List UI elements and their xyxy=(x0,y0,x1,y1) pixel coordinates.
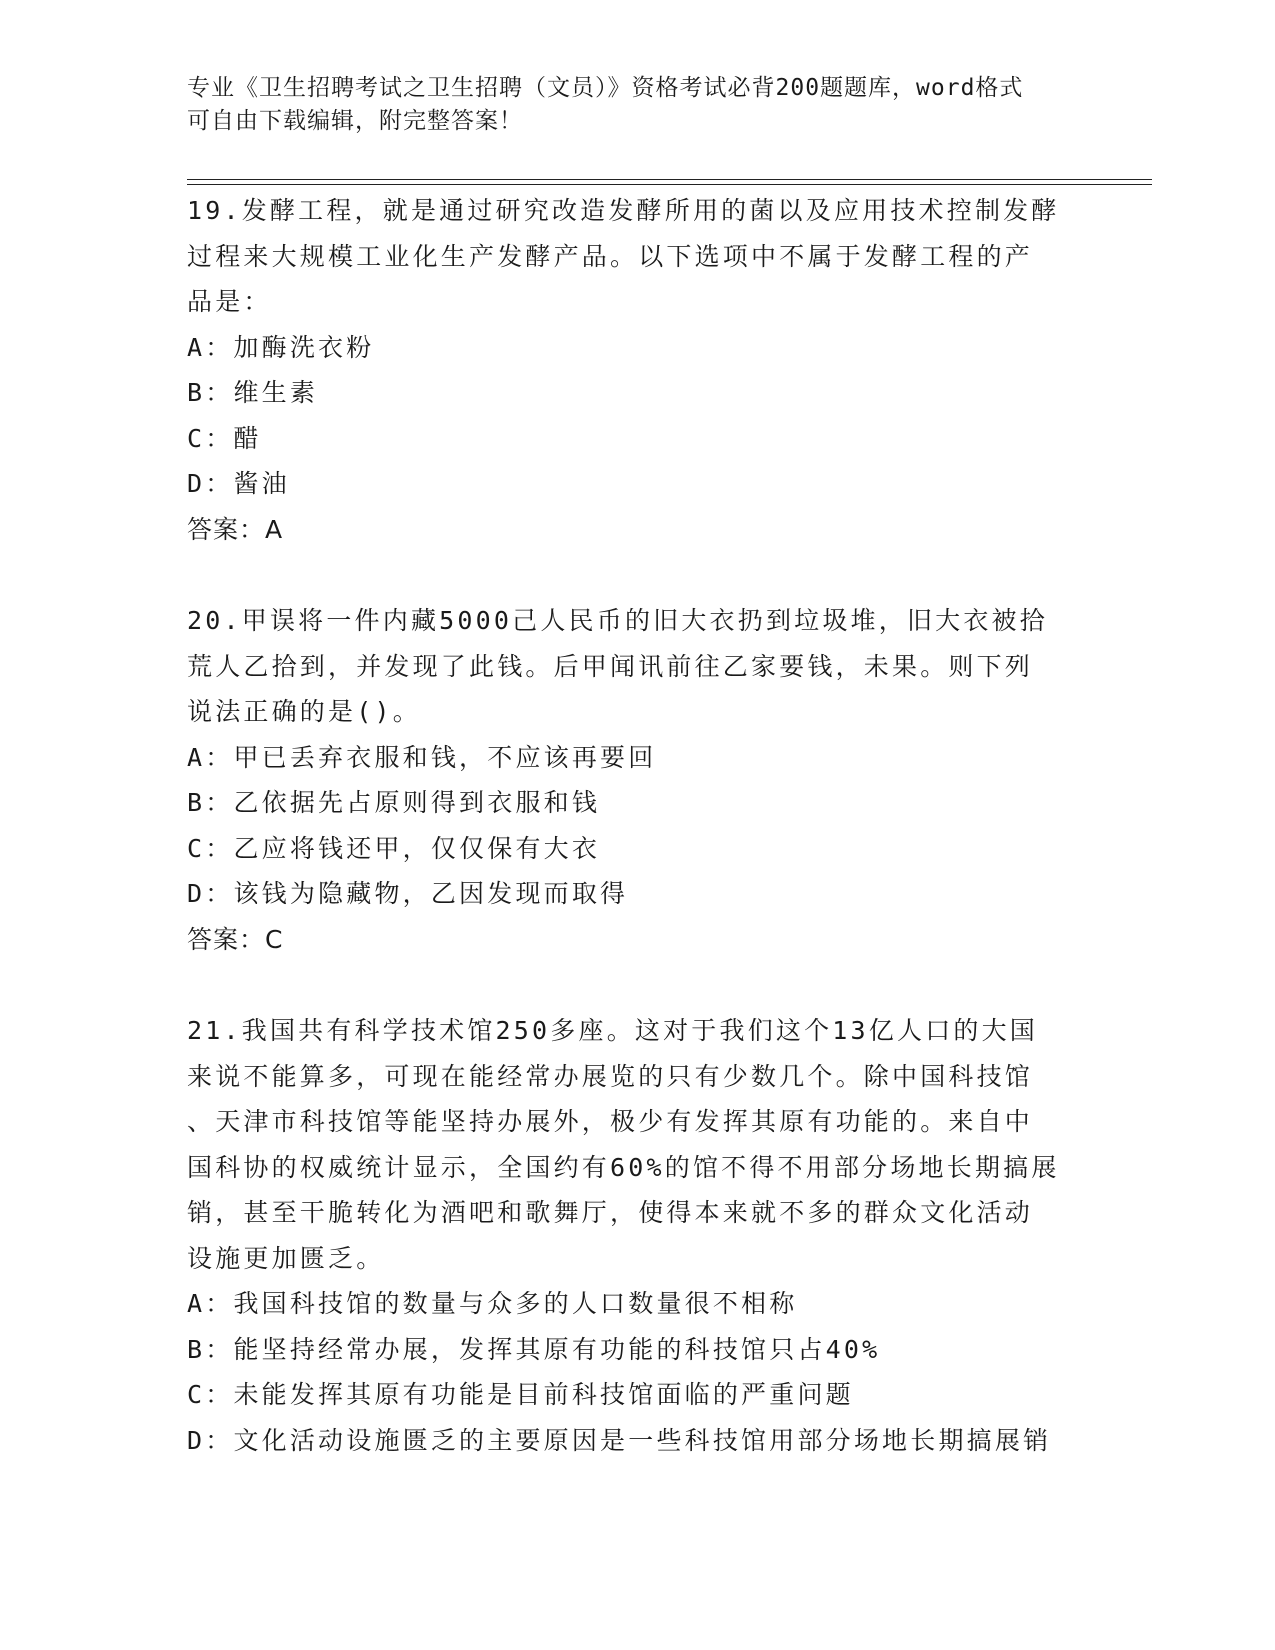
question-text-line: 国科协的权威统计显示，全国约有60%的馆不得不用部分场地长期搞展 xyxy=(187,1152,1060,1182)
question-19 xyxy=(187,188,1107,552)
answer-label: 答案：C xyxy=(187,924,284,954)
option-b: B：乙依据先占原则得到衣服和钱 xyxy=(187,788,601,817)
option-d: D：该钱为隐藏物，乙因发现而取得 xyxy=(187,879,629,908)
question-text-line: 销，甚至干脆转化为酒吧和歌舞厅，使得本来就不多的群众文化活动 xyxy=(187,1198,1034,1227)
question-text-line: 过程来大规模工业化生产发酵产品。以下选项中不属于发酵工程的产 xyxy=(187,241,1034,271)
header-line: 可自由下载编辑，附完整答案！ xyxy=(187,108,523,134)
question-text-line: 荒人乙拾到，并发现了此钱。后甲闻讯前往乙家要钱，未果。则下列 xyxy=(187,651,1034,681)
option-c: C：乙应将钱还甲，仅仅保有大衣 xyxy=(187,833,601,863)
header-line: 专业《卫生招聘考试之卫生招聘（文员）》资格考试必背200题题库，word格式 xyxy=(187,75,1024,101)
question-text-line: 来说不能算多，可现在能经常办展览的只有少数几个。除中国科技馆 xyxy=(187,1061,1034,1091)
question-text-line: 品是： xyxy=(187,287,272,316)
question-text-line: 、天津市科技馆等能坚持办展外，极少有发挥其原有功能的。来自中 xyxy=(187,1107,1034,1136)
option-d: D：酱油 xyxy=(187,469,290,498)
question-21 xyxy=(187,1008,1107,1463)
header-divider xyxy=(187,179,1152,180)
option-b: B：能坚持经常办展，发挥其原有功能的科技馆只占40% xyxy=(187,1334,881,1364)
question-20 xyxy=(187,598,1107,962)
answer-label: 答案：A xyxy=(187,514,284,544)
option-a: A：甲已丢弃衣服和钱，不应该再要回 xyxy=(187,742,657,772)
header-divider xyxy=(187,184,1152,185)
option-a: A：我国科技馆的数量与众多的人口数量很不相称 xyxy=(187,1289,798,1318)
option-c: C：未能发挥其原有功能是目前科技馆面临的严重问题 xyxy=(187,1380,854,1409)
question-text-line: 说法正确的是()。 xyxy=(187,697,421,726)
question-text-line: 21.我国共有科学技术馆250多座。这对于我们这个13亿人口的大国 xyxy=(187,1016,1039,1045)
option-c: C：醋 xyxy=(187,423,262,453)
document-header xyxy=(187,72,1067,138)
question-text-line: 20.甲误将一件内藏5000己人民币的旧大衣扔到垃圾堆，旧大衣被拾 xyxy=(187,606,1048,635)
question-text-line: 19.发酵工程，就是通过研究改造发酵所用的菌以及应用技术控制发酵 xyxy=(187,196,1060,225)
question-text-line: 设施更加匮乏。 xyxy=(187,1243,385,1273)
option-b: B：维生素 xyxy=(187,378,319,407)
option-d: D：文化活动设施匮乏的主要原因是一些科技馆用部分场地长期搞展销 xyxy=(187,1425,1052,1455)
option-a: A：加酶洗衣粉 xyxy=(187,332,375,362)
